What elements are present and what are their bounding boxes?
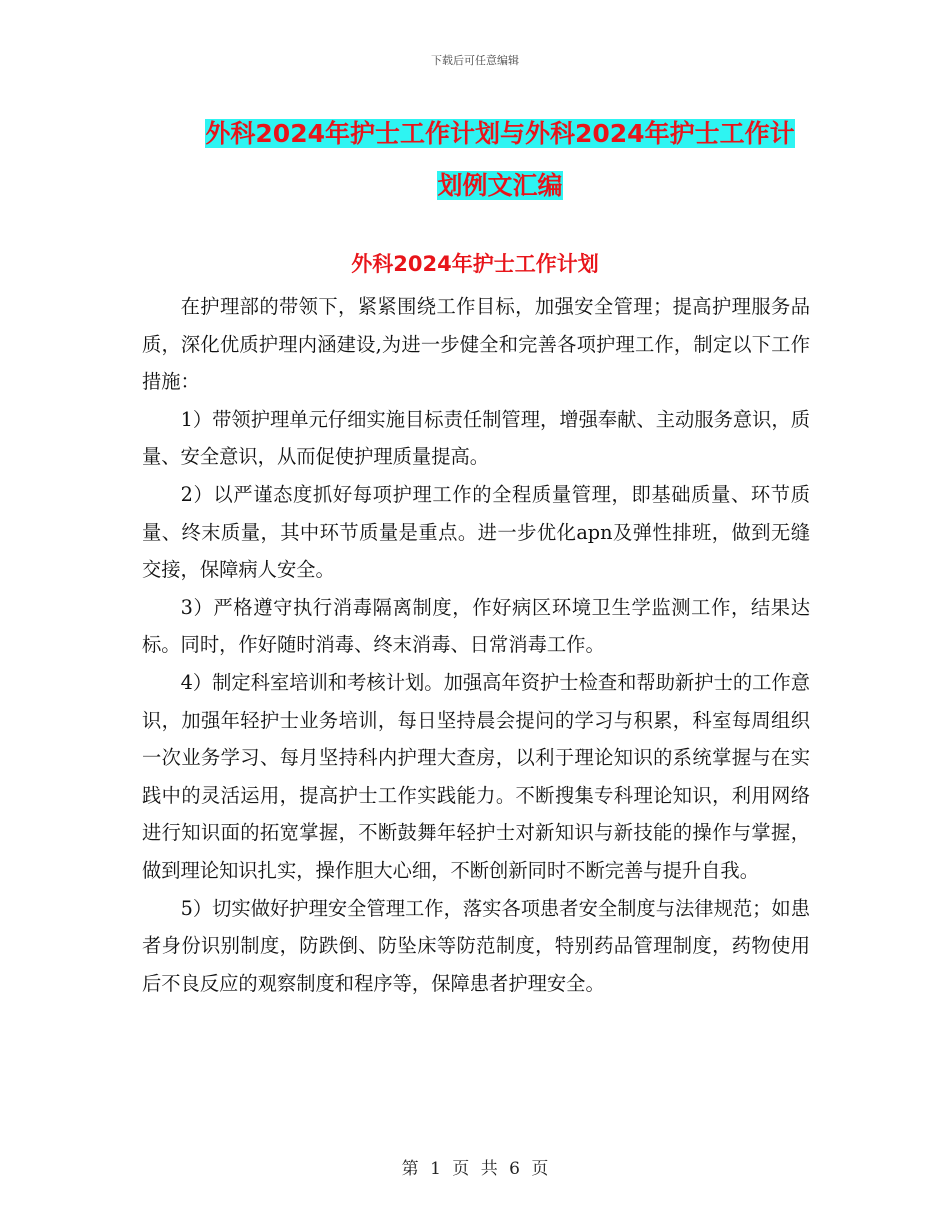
document-title-line-1: 外科2024年护士工作计划与外科2024年护士工作计 (205, 119, 795, 148)
paragraph-item-4: 4）制定科室培训和考核计划。加强高年资护士检查和帮助新护士的工作意识，加强年轻护士业务培训，每日坚持晨会提问的学习与积累，科室每周组织一次业务学习、每月坚持科内护理大查房，以利于理论知识的系统掌握与在实践中的灵活运用，提高护士工作实践能力。不断搜集专科理论知识，利用网络进行知识面的拓宽掌握，不断鼓舞年轻护士对新知识与新技能的操作与掌握，做到理论知识扎实，操作胆大心细，不断创新同时不断完善与提升自我。 (142, 670, 810, 882)
document-title (190, 108, 810, 212)
section-title: 外科2024年护士工作计划 (351, 252, 599, 276)
page-number: 第 1 页 共 6 页 (401, 1159, 549, 1179)
paragraph-item-3: 3）严格遵守执行消毒隔离制度，作好病区环境卫生学监测工作，结果达标。同时，作好随时消毒、终末消毒、日常消毒工作。 (142, 595, 810, 657)
paragraph-item-1: 1）带领护理单元仔细实施目标责任制管理，增强奉献、主动服务意识，质量、安全意识，从而促使护理质量提高。 (142, 407, 810, 469)
paragraph-intro: 在护理部的带领下，紧紧围绕工作目标，加强安全管理；提高护理服务品质，深化优质护理内涵建设,为进一步健全和完善各项护理工作，制定以下工作措施： (142, 295, 810, 394)
paragraph-item-2: 2）以严谨态度抓好每项护理工作的全程质量管理，即基础质量、环节质量、终末质量，其中环节质量是重点。进一步优化apn及弹性排班，做到无缝交接，保障病人安全。 (142, 482, 810, 582)
document-body (142, 288, 810, 1002)
paragraph-item-5: 5）切实做好护理安全管理工作，落实各项患者安全制度与法律规范；如患者身份识别制度，防跌倒、防坠床等防范制度，特别药品管理制度，药物使用后不良反应的观察制度和程序等，保障患者护理安全。 (142, 896, 810, 995)
header-note: 下载后可任意编辑 (431, 54, 519, 67)
document-title-line-2: 划例文汇编 (437, 171, 563, 200)
